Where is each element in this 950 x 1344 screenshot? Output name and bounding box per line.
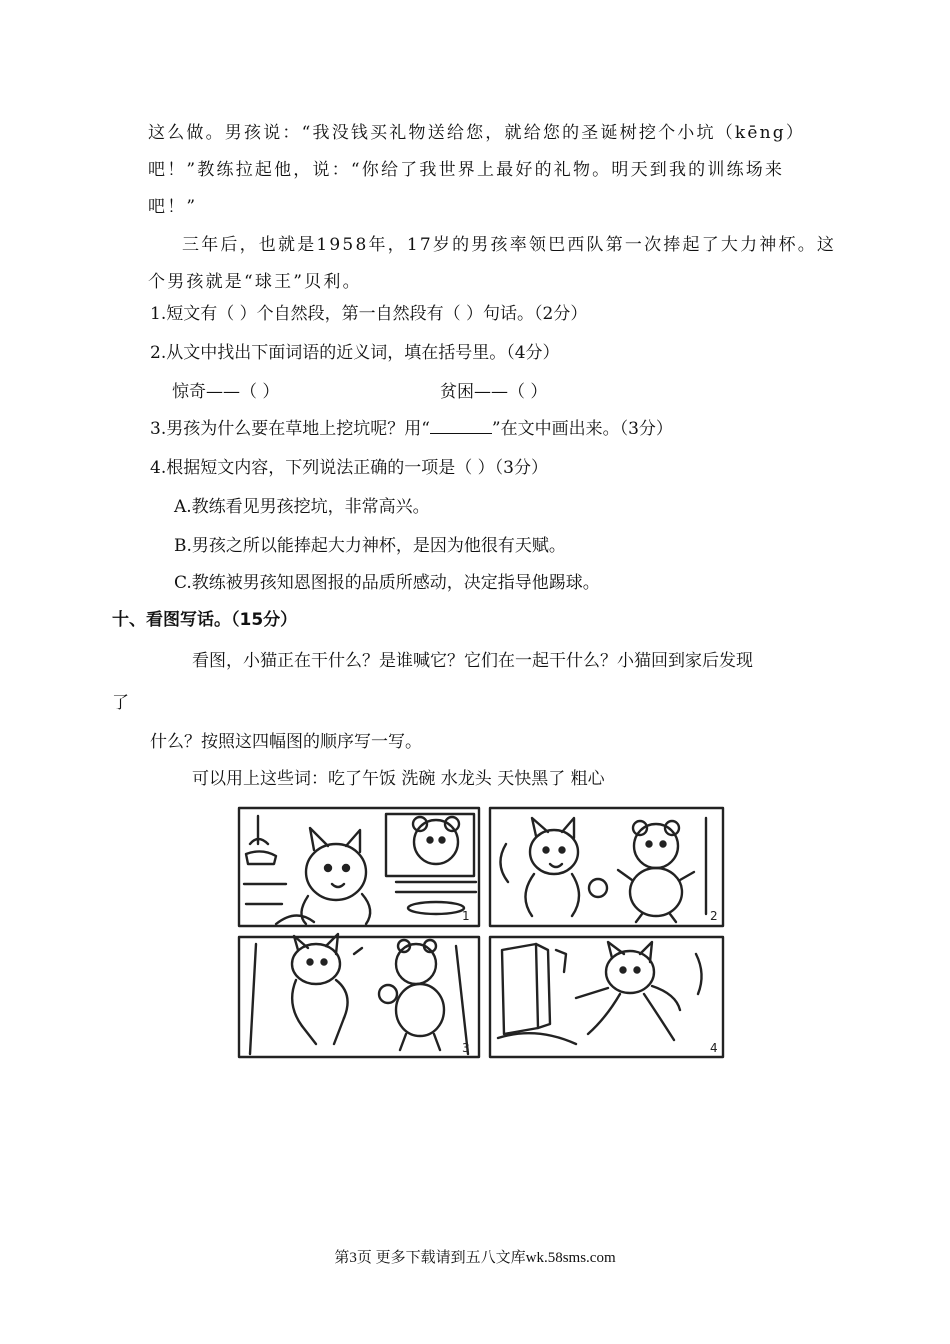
panel-2-frame	[490, 808, 723, 926]
section-10-prompt-3: 什么？按照这四幅图的顺序写一写。	[150, 732, 422, 752]
section-10-prompt-1: 看图，小猫正在干什么？是谁喊它？它们在一起干什么？小猫回到家后发现	[192, 651, 753, 671]
panel-1-frame	[239, 808, 479, 926]
four-panel-picture	[236, 804, 726, 1059]
section-10-word-list: 可以用上这些词：吃了午饭 洗碗 水龙头 天快黑了 粗心	[192, 769, 605, 789]
passage-line-5: 个男孩就是“球王”贝利。	[148, 272, 362, 292]
panel-2-bear-drawing	[618, 818, 706, 922]
question-2: 2.从文中找出下面词语的近义词，填在括号里。（4分）	[150, 343, 560, 363]
page-footer: 第3页 更多下载请到五八文库wk.58sms.com	[334, 1250, 616, 1266]
panel-3-number: 3	[462, 1041, 470, 1055]
panel-2-cat-drawing	[500, 818, 579, 916]
question-1: 1.短文有（ ）个自然段，第一自然段有（ ）句话。（2分）	[150, 304, 588, 324]
section-10-prompt-2: 了	[112, 693, 129, 713]
passage-line-3: 吧！”	[148, 197, 198, 217]
panel-2-number: 2	[710, 909, 718, 923]
option-b: B.男孩之所以能捧起大力神杯，是因为他很有天赋。	[174, 536, 566, 556]
passage-line-4: 三年后，也就是1958年，17岁的男孩率领巴西队第一次捧起了大力神杯。这	[182, 235, 837, 255]
panel-1-window-bear-drawing	[386, 814, 476, 914]
panel-3-cat-drawing	[292, 934, 362, 1044]
panel-2-ball-drawing	[589, 879, 607, 897]
underline-mark	[430, 419, 492, 434]
panel-4-cat-drawing	[576, 942, 702, 1040]
panel-1-kitchen-drawing	[244, 816, 286, 904]
panel-3-frame	[239, 937, 479, 1057]
question-2-word-1: 惊奇——（ ）	[172, 382, 280, 402]
option-a: A.教练看见男孩挖坑，非常高兴。	[174, 497, 430, 517]
panel-3-bear-drawing	[250, 940, 468, 1054]
question-2-word-2: 贫困——（ ）	[440, 382, 548, 402]
panel-4-number: 4	[710, 1041, 718, 1055]
question-3-text-after: ”在文中画出来。（3分）	[491, 419, 673, 439]
passage-line-2: 吧！”教练拉起他，说：“你给了我世界上最好的礼物。明天到我的训练场来	[148, 160, 785, 180]
passage-line-1: 这么做。男孩说：“我没钱买礼物送给您，就给您的圣诞树挖个小坑（kēng）	[148, 123, 806, 143]
panel-1-number: 1	[462, 909, 470, 923]
panel-4-frame	[490, 937, 723, 1057]
panel-1-cat-drawing	[276, 828, 370, 924]
question-4: 4.根据短文内容，下列说法正确的一项是（ ）（3分）	[150, 458, 548, 478]
panel-4-door-drawing	[498, 944, 576, 1044]
question-3-text-before: 3.男孩为什么要在草地上挖坑呢？用“	[150, 419, 430, 439]
section-10-title: 十、看图写话。（15分）	[112, 610, 298, 630]
option-c: C.教练被男孩知恩图报的品质所感动，决定指导他踢球。	[174, 573, 600, 593]
question-3	[150, 416, 673, 442]
